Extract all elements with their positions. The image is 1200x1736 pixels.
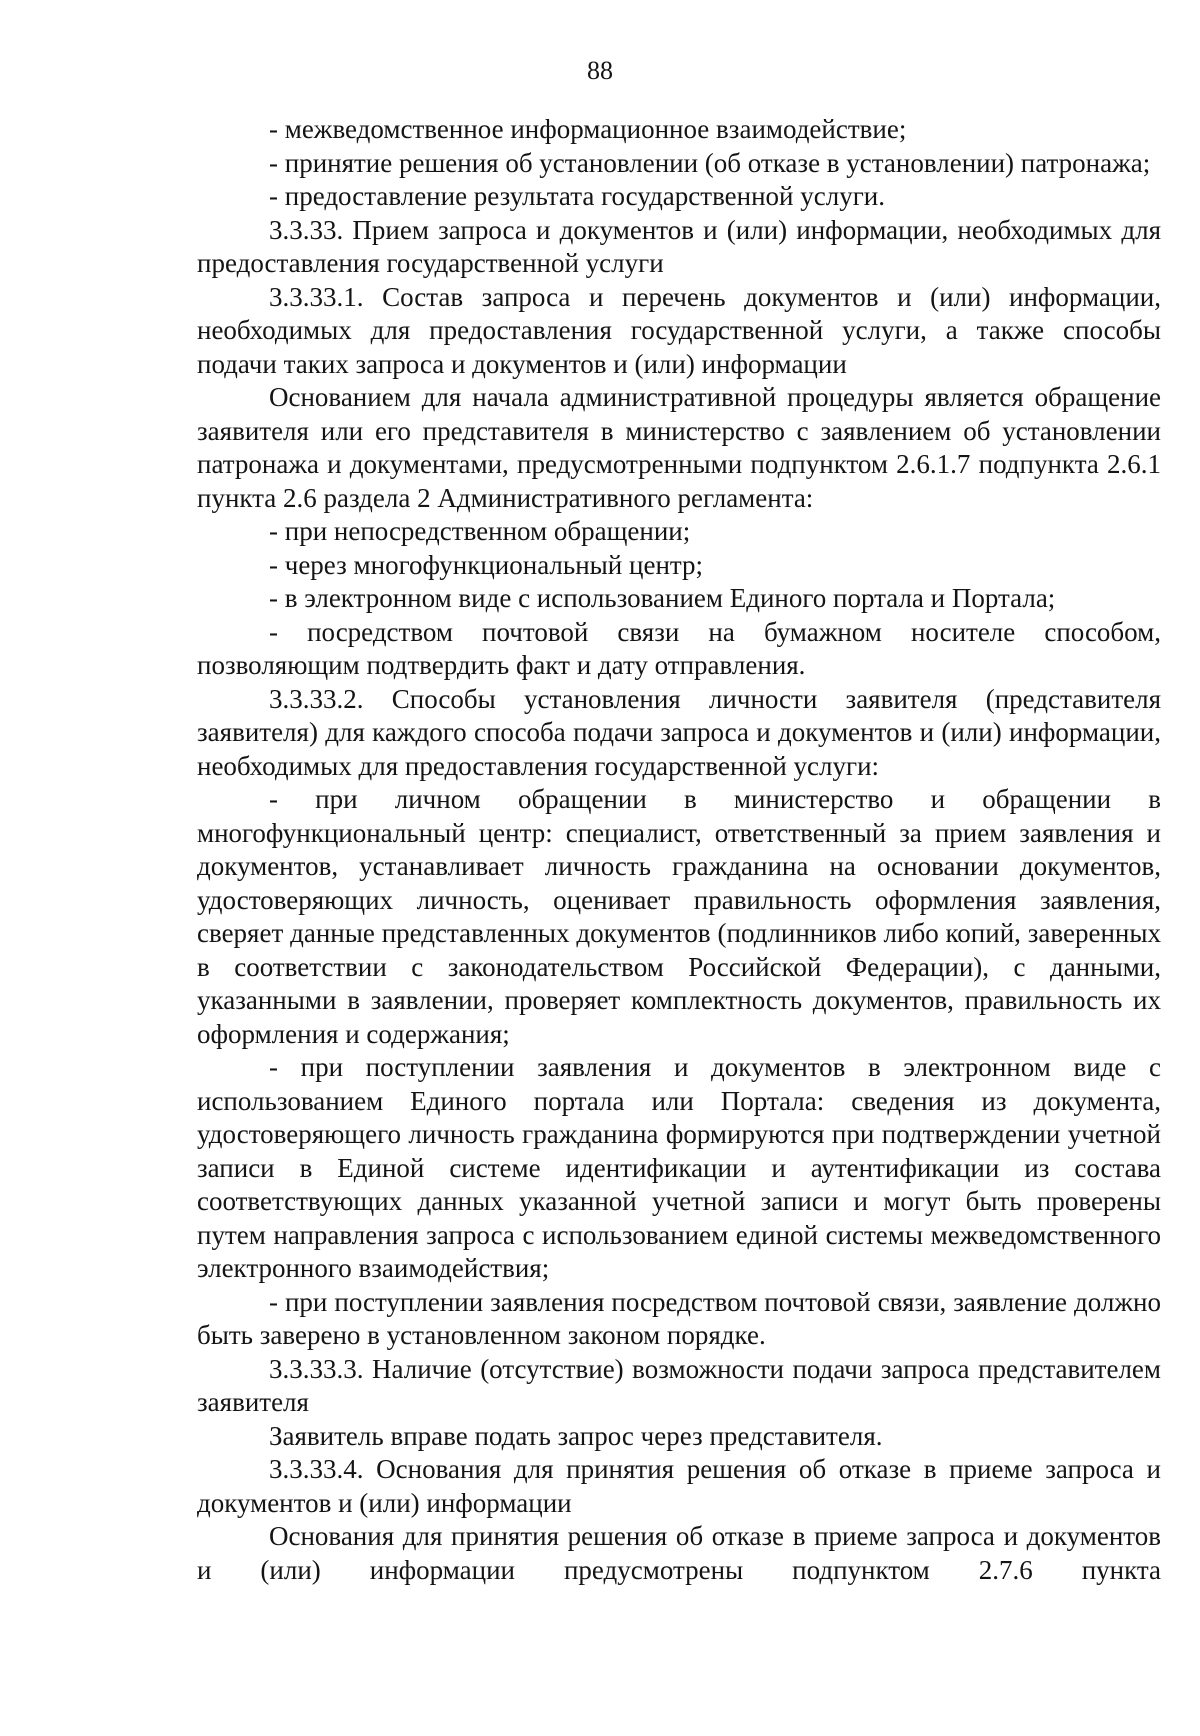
- paragraph: - межведомственное информационное взаимодействие;: [269, 114, 907, 144]
- list-item: - при поступлении заявления и документов в электронном виде с использованием Единого портала или Портала: сведения из документа, удостоверяющего личность гражданина формируются при подтверждении учетной записи в Единой системе идентификации и аутентификации из состава соответствующих данных указанной учетной записи и могут быть проверены путем направления запроса с использованием единой системы межведомственного электронного взаимодействия;: [197, 1052, 1161, 1283]
- paragraph: Основанием для начала административной процедуры является обращение заявителя или его представителя в министерство с заявлением об установлении патронажа и документами, предусмотренными подпунктом 2.6.1.7 подпункта 2.6.1 пункта 2.6 раздела 2 Административного регламента:: [197, 382, 1161, 513]
- list-item: - при поступлении заявления посредством почтовой связи, заявление должно быть заверено в установленном законом порядке.: [197, 1286, 1161, 1350]
- list-item: - посредством почтовой связи на бумажном носителе способом, позволяющим подтвердить факт и дату отправления.: [197, 616, 1161, 680]
- section-heading: 3.3.33.1. Состав запроса и перечень документов и (или) информации, необходимых для предоставления государственной услуги, а также способы подачи таких запроса и документов и (или) информации: [197, 281, 1161, 379]
- page-number: 88: [587, 56, 613, 85]
- list-item: - при личном обращении в министерство и обращении в многофункциональный центр: специалист, ответственный за прием заявления и документов, устанавливает личность гражданина на основании документов, удостоверяющих личность, оценивает правильность оформления заявления, сверяет данные представленных документов (подлинников либо копий, заверенных в соответствии с законодательством Российской Федерации), с данными, указанными в заявлении, проверяет комплектность документов, правильность их оформления и содержания;: [197, 784, 1161, 1049]
- section-heading: 3.3.33.2. Способы установления личности заявителя (представителя заявителя) для каждого способа подачи запроса и документов и (или) информации, необходимых для предоставления государственной услуги:: [197, 683, 1161, 781]
- page-number-row: [0, 56, 1200, 86]
- section-heading: 3.3.33.3. Наличие (отсутствие) возможности подачи запроса представителем заявителя: [197, 1353, 1161, 1417]
- paragraph: - принятие решения об установлении (об отказе в установлении) патронажа;: [269, 147, 1151, 178]
- list-item: - через многофункциональный центр;: [269, 549, 704, 580]
- section-heading: 3.3.33.4. Основания для принятия решения об отказе в приеме запроса и документов и (или) информации: [197, 1454, 1161, 1518]
- paragraph: - предоставление результата государственной услуги.: [269, 181, 885, 211]
- list-item: - в электронном виде с использованием Единого портала и Портала;: [269, 583, 1056, 613]
- section-heading: 3.3.33. Прием запроса и документов и (или) информации, необходимых для предоставления государственной услуги: [197, 214, 1161, 278]
- paragraph: Заявитель вправе подать запрос через представителя.: [269, 1420, 883, 1451]
- list-item: - при непосредственном обращении;: [269, 516, 691, 546]
- document-body: [197, 113, 1161, 1587]
- paragraph: Основания для принятия решения об отказе в приеме запроса и документов и (или) информации предусмотрены подпунктом 2.7.6 пункта: [197, 1521, 1161, 1585]
